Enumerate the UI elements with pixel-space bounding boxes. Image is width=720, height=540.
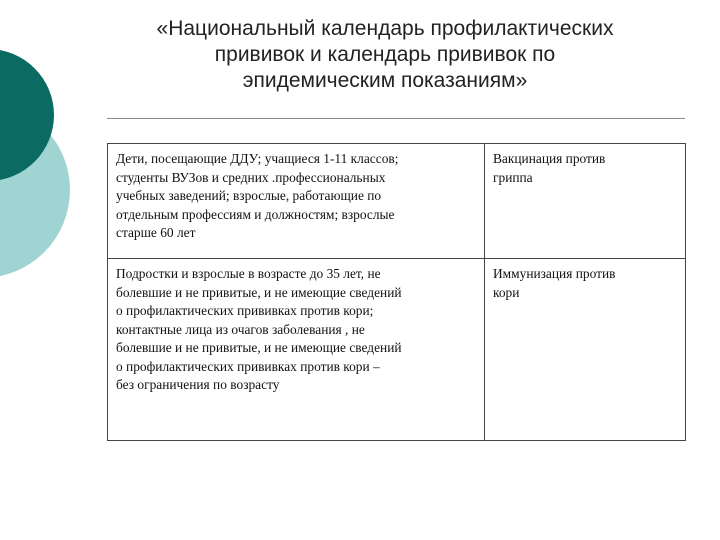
table-row bbox=[108, 144, 686, 259]
slide-title: «Национальный календарь профилактических прививок и календарь прививок по эпидемическим показаниям» bbox=[156, 17, 614, 92]
table-row bbox=[108, 259, 686, 441]
decorative-circles bbox=[0, 0, 90, 300]
vaccination-table bbox=[107, 143, 686, 441]
title-divider bbox=[107, 118, 685, 119]
population-group-cell: Дети, посещающие ДДУ; учащиеся 1-11 классов; студенты ВУЗов и средних .профессиональных учебных заведений; взрослые, работающие по отдельным профессиям и должностям; взрослые старше 60 лет bbox=[108, 144, 485, 259]
vaccination-measure-cell: Вакцинация против гриппа bbox=[485, 144, 686, 259]
vaccination-measure-cell: Иммунизация против кори bbox=[485, 259, 686, 441]
population-group-cell: Подростки и взрослые в возрасте до 35 лет, не болевшие и не привитые, и не имеющие сведений о профилактических прививках против кори; контактные лица из очагов заболевания , не болевшие и не привитые, и не имеющие сведений о профилактических прививках против кори – без ограничения по возрасту bbox=[108, 259, 485, 441]
